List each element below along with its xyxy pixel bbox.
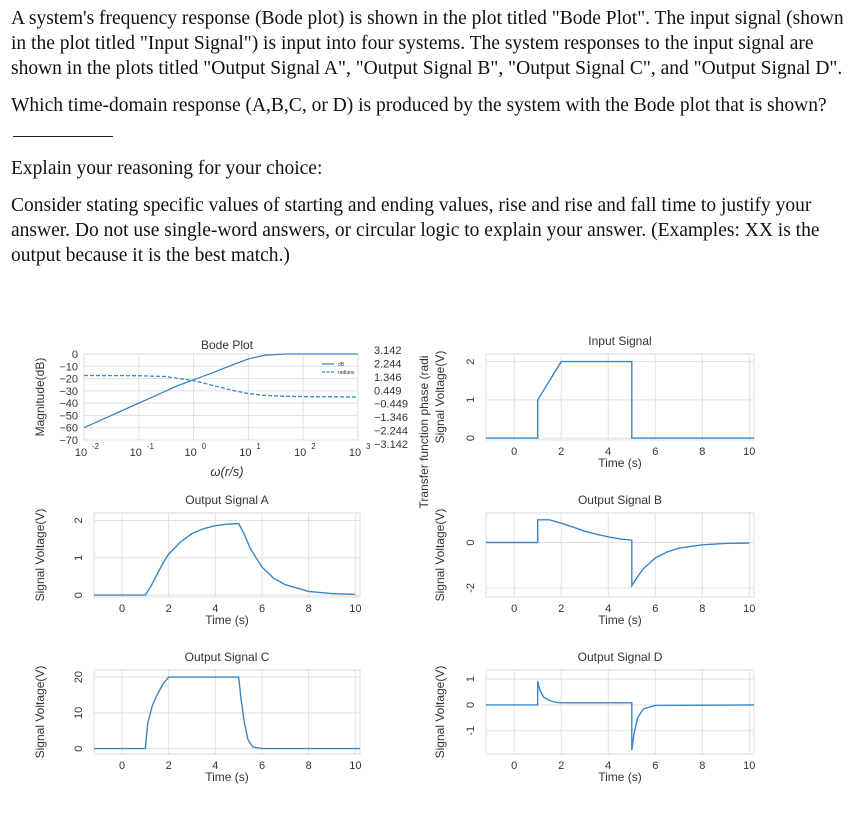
x-tick-label: 10	[349, 760, 362, 772]
right-tick-label: −1.346	[374, 412, 408, 425]
x-tick-label: 4	[605, 603, 612, 615]
y-tick-label: −30	[59, 385, 78, 398]
x-tick-label: 8	[699, 446, 706, 458]
x-tick-label: 10	[743, 603, 756, 615]
x-tick-label: 4	[212, 603, 219, 615]
x-axis-label: Time (s)	[205, 770, 249, 784]
x-tick-exponent: -2	[92, 442, 100, 451]
y-tick-label: 1	[465, 675, 477, 683]
y-tick-label: −60	[59, 422, 78, 435]
x-axis-label: ω(r/s)	[210, 464, 244, 479]
y-tick-label: 2	[465, 358, 477, 365]
x-tick-label: 2	[558, 603, 565, 615]
x-tick-exponent: -1	[146, 442, 154, 451]
x-tick-label: 10	[184, 447, 197, 459]
right-axis-label: Transfer function phase (radi	[417, 355, 431, 509]
chart-C	[33, 650, 361, 784]
y-axis-label: Signal Voltage(V)	[33, 665, 47, 759]
x-tick-label: 10	[349, 603, 362, 615]
x-tick-label: 10	[743, 446, 756, 458]
y-axis-label: Signal Voltage(V)	[433, 350, 447, 444]
legend-label: dB	[338, 362, 345, 368]
chart-B	[433, 493, 755, 627]
x-tick-label: 6	[652, 446, 659, 458]
plot-frame	[94, 670, 360, 754]
x-tick-label: 2	[165, 603, 172, 615]
right-tick-label: −0.449	[374, 398, 408, 411]
x-tick-label: 2	[558, 760, 565, 772]
y-tick-label: −50	[59, 410, 78, 423]
y-tick-label: −10	[59, 361, 78, 374]
y-tick-label: 0	[465, 701, 477, 708]
x-tick-exponent: 0	[201, 442, 207, 451]
chart-bode	[33, 338, 431, 508]
question-prompt: Which time-domain response (A,B,C, or D) is produced by the system with the Bode plot that is shown?	[11, 95, 827, 116]
x-tick-label: 4	[605, 446, 612, 458]
x-tick-label: 0	[511, 603, 518, 615]
y-tick-label: 0	[71, 349, 78, 361]
question-paragraph-4: Consider stating specific values of starting and ending values, rise and rise and fall time to justify your answer. Do not use single-word answers, or circular logic to explain your answer. (Examples: XX is the output because it is the best match.)	[11, 195, 820, 266]
x-tick-label: 2	[165, 760, 172, 772]
x-tick-label: 6	[258, 603, 266, 615]
y-tick-label: -2	[465, 583, 477, 593]
y-axis-label: Magnitude(dB)	[33, 357, 47, 437]
y-tick-label: −20	[59, 373, 78, 386]
y-axis-label: Signal Voltage(V)	[433, 665, 447, 759]
series-line-B	[486, 520, 749, 586]
x-tick-label: 10	[743, 760, 756, 772]
x-tick-label: 10	[74, 447, 88, 459]
x-tick-label: 8	[699, 603, 706, 615]
x-tick-label: 2	[558, 446, 565, 458]
x-tick-label: 4	[212, 760, 219, 772]
x-tick-exponent: 3	[366, 442, 371, 451]
x-tick-exponent: 2	[311, 442, 316, 451]
chart-title: Output Signal B	[577, 493, 663, 507]
y-tick-label: 2	[73, 517, 85, 524]
x-tick-label: 8	[699, 760, 706, 772]
x-tick-label: 10	[239, 447, 252, 459]
x-tick-label: 10	[129, 447, 142, 459]
y-tick-label: 0	[465, 435, 477, 442]
x-tick-label: 0	[118, 603, 126, 615]
chart-title: Input Signal	[588, 334, 652, 348]
right-tick-label: 2.244	[374, 358, 402, 371]
x-tick-label: 4	[605, 760, 612, 772]
right-tick-label: 0.449	[374, 385, 402, 398]
series-line-A	[94, 524, 355, 596]
chart-title: Output Signal C	[184, 650, 270, 664]
y-tick-label: -1	[465, 725, 477, 736]
plot-frame	[94, 513, 360, 597]
chart-title: Output Signal D	[577, 650, 663, 664]
x-tick-label: 8	[305, 760, 312, 772]
chart-title: Bode Plot	[200, 338, 254, 352]
plot-frame	[486, 513, 754, 597]
x-axis-label: Time (s)	[205, 613, 249, 627]
y-tick-label: 0	[73, 745, 85, 752]
question-paragraph-1: A system's frequency response (Bode plot) is shown in the plot titled "Bode Plot". The input signal (shown in the plot titled "Input Signal") is input into four systems. The system responses to the input signal are shown in the plots titled "Output Signal A", "Output Signal B", "Output Signal C", and "Output Signal D".	[11, 8, 844, 79]
right-tick-label: 3.142	[374, 345, 402, 357]
x-tick-label: 6	[652, 603, 659, 615]
chart-A	[33, 493, 361, 627]
x-axis-label: Time (s)	[598, 770, 642, 784]
legend-label: radians	[338, 370, 355, 376]
x-tick-label: 0	[511, 446, 518, 458]
x-tick-label: 6	[652, 760, 659, 772]
y-tick-label: 20	[73, 671, 85, 684]
y-tick-label: 1	[73, 554, 85, 561]
y-tick-label: 0	[465, 539, 477, 546]
x-axis-label: Time (s)	[598, 456, 642, 470]
series-line-D	[486, 681, 754, 750]
y-tick-label: 1	[465, 396, 477, 403]
y-tick-label: 10	[73, 706, 85, 720]
y-tick-label: −40	[59, 398, 78, 411]
plot-frame	[486, 670, 754, 754]
y-tick-label: −70	[59, 435, 78, 447]
x-tick-label: 6	[258, 760, 266, 772]
y-tick-label: 0	[73, 592, 85, 599]
chart-title: Output Signal A	[185, 493, 269, 507]
y-axis-label: Signal Voltage(V)	[33, 508, 47, 602]
x-tick-label: 10	[348, 447, 362, 459]
right-tick-label: −3.142	[374, 439, 408, 451]
plot-frame	[486, 354, 754, 440]
question-paragraph-3: Explain your reasoning for your choice:	[11, 158, 323, 179]
chart-input	[433, 334, 755, 470]
chart-D	[433, 650, 755, 784]
x-tick-label: 0	[511, 760, 518, 772]
x-tick-label: 10	[294, 447, 307, 459]
x-axis-label: Time (s)	[598, 613, 642, 627]
y-axis-label: Signal Voltage(V)	[433, 508, 447, 602]
x-tick-exponent: 1	[256, 442, 261, 451]
right-tick-label: −2.244	[374, 425, 408, 438]
right-tick-label: 1.346	[374, 371, 402, 384]
x-tick-label: 8	[305, 603, 312, 615]
x-tick-label: 0	[118, 760, 126, 772]
